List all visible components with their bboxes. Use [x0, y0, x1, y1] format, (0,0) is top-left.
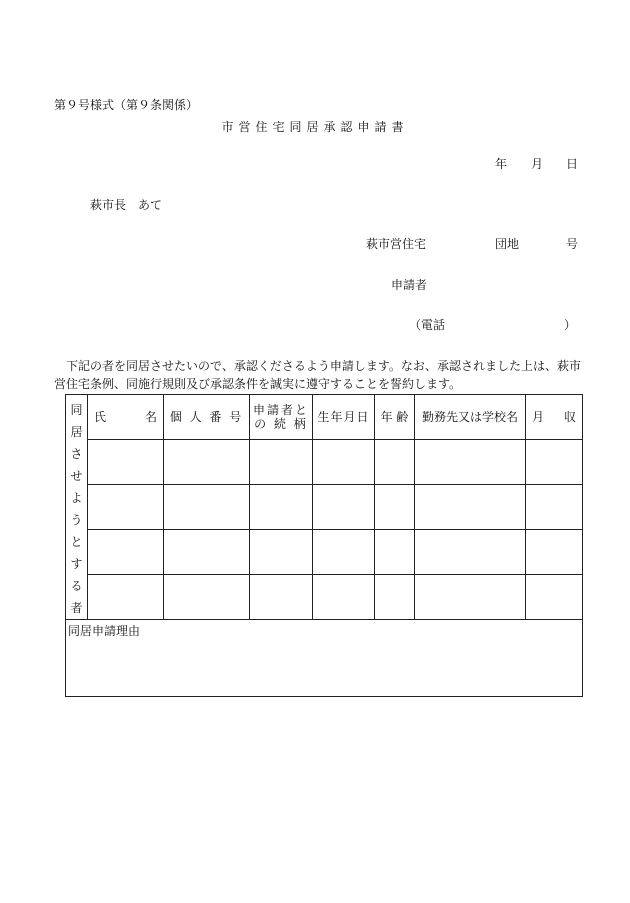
date-month-label: 月 — [531, 157, 544, 171]
reason-label: 同居申請理由 — [68, 624, 141, 638]
cell-income-input[interactable] — [526, 575, 583, 620]
cell-relationship-input[interactable] — [250, 575, 313, 620]
document-title: 市営住宅同居承認申請書 — [221, 120, 409, 134]
declaration-text: 下記の者を同居させたいので、承認くださるよう申請します。なお、承認されました上は、萩市営住宅条例、同施行規則及び承認条件を誠実に遵守することを誓約します。 — [54, 359, 581, 391]
reason-field[interactable] — [66, 620, 583, 697]
applicant-label: 申請者 — [391, 278, 428, 292]
cell-personal-number-input[interactable] — [164, 575, 250, 620]
cell-relationship-input[interactable] — [250, 440, 313, 485]
cell-workplace-input[interactable] — [415, 440, 526, 485]
cell-workplace-input[interactable] — [415, 530, 526, 575]
cell-workplace-input[interactable] — [415, 575, 526, 620]
cell-birthdate-input[interactable] — [313, 440, 375, 485]
form-number: 第９号様式（第９条関係） — [54, 98, 199, 112]
date-day-label: 日 — [566, 157, 579, 171]
address-label: 萩市営住宅 — [366, 237, 427, 251]
table-row — [66, 530, 583, 575]
header-age: 年 齢 — [375, 395, 415, 440]
cell-personal-number-input[interactable] — [164, 530, 250, 575]
cell-relationship-input[interactable] — [250, 485, 313, 530]
cell-birthdate-input[interactable] — [313, 485, 375, 530]
cohabitant-table — [65, 394, 583, 697]
header-personal-number: 個 人 番 号 — [164, 395, 250, 440]
header-birthdate: 生年月日 — [313, 395, 375, 440]
date-year-label: 年 — [495, 157, 508, 171]
cell-name-input[interactable] — [88, 440, 164, 485]
reason-row — [66, 620, 583, 697]
cell-age-input[interactable] — [375, 575, 415, 620]
cell-workplace-input[interactable] — [415, 485, 526, 530]
address-unit-label: 団地 — [495, 237, 520, 251]
cell-name-input[interactable] — [88, 485, 164, 530]
cell-name-input[interactable] — [88, 530, 164, 575]
phone-label: （電話 — [409, 318, 446, 332]
table-header-row — [66, 395, 583, 440]
cell-birthdate-input[interactable] — [313, 575, 375, 620]
cell-relationship-input[interactable] — [250, 530, 313, 575]
cell-name-input[interactable] — [88, 575, 164, 620]
phone-close-paren: ） — [564, 318, 577, 332]
header-relationship: 申請者と の 続 柄 — [250, 395, 313, 440]
header-monthly-income: 月 収 — [526, 395, 583, 440]
header-name: 氏 名 — [88, 395, 164, 440]
table-row — [66, 440, 583, 485]
addressee: 萩市長 あて — [90, 198, 163, 212]
cohabitant-side-label: 同 居 さ せ よ う と す る 者 — [66, 395, 88, 620]
cell-income-input[interactable] — [526, 485, 583, 530]
address-number-label: 号 — [566, 237, 579, 251]
cell-age-input[interactable] — [375, 530, 415, 575]
header-workplace: 勤務先又は学校名 — [415, 395, 526, 440]
table-row — [66, 485, 583, 530]
cell-age-input[interactable] — [375, 485, 415, 530]
cell-age-input[interactable] — [375, 440, 415, 485]
cell-income-input[interactable] — [526, 530, 583, 575]
table-row — [66, 575, 583, 620]
cell-personal-number-input[interactable] — [164, 440, 250, 485]
cell-birthdate-input[interactable] — [313, 530, 375, 575]
cell-personal-number-input[interactable] — [164, 485, 250, 530]
cell-income-input[interactable] — [526, 440, 583, 485]
